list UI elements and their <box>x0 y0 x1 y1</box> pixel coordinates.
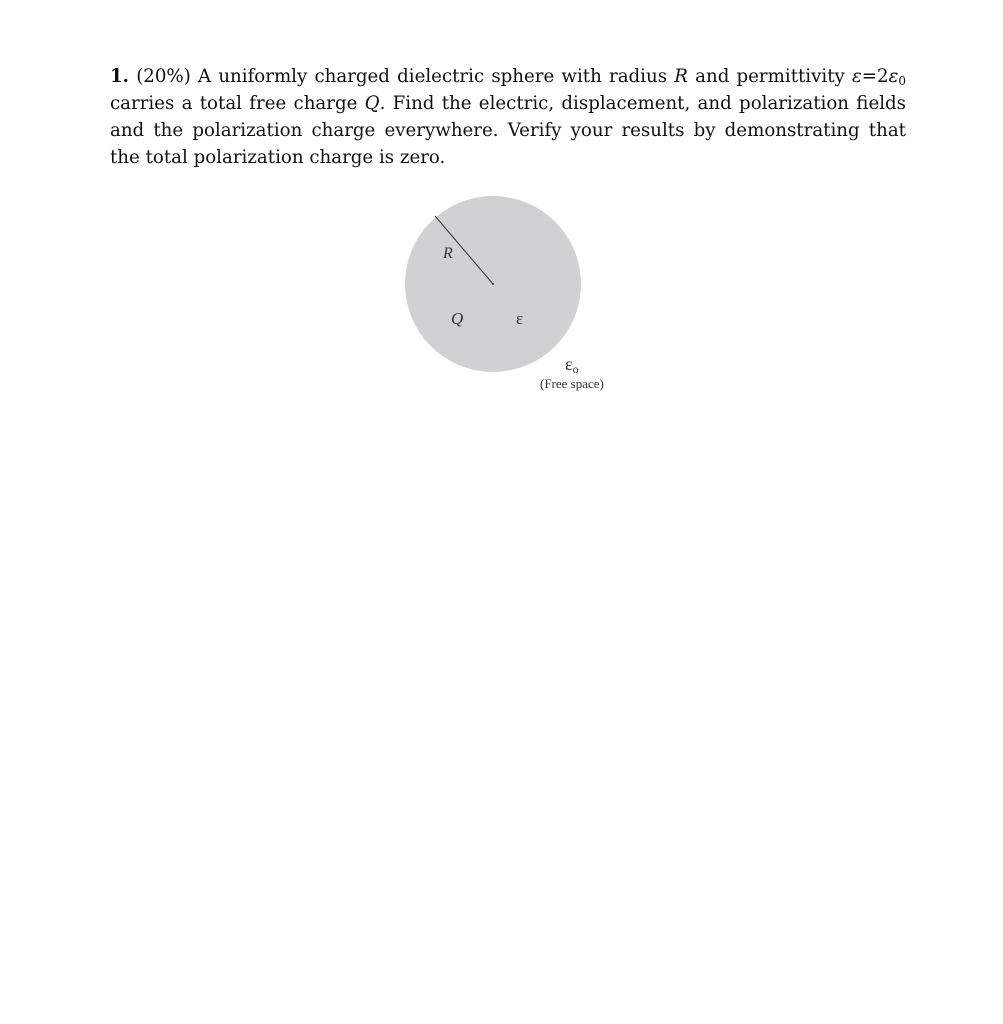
problem-statement <box>110 63 906 171</box>
permittivity-subscript: 0 <box>898 74 906 88</box>
problem-weight: (20%) <box>136 66 191 87</box>
permittivity-eps0: ε <box>888 66 899 87</box>
problem-number: 1. <box>110 66 129 87</box>
permittivity-symbol: ε <box>851 66 862 87</box>
sphere-figure <box>395 190 635 400</box>
problem-text-2: and permittivity <box>687 66 852 87</box>
var-charge: Q <box>364 93 380 114</box>
charge-label: Q <box>451 309 464 328</box>
problem-text-4: . Find the electric, displacement, and polarization fields and the polarization charge everywhere. Verify your results by demonstrating that the total polarization charge is zero. <box>110 93 906 168</box>
problem-text-3: carries a total free charge <box>110 93 365 114</box>
permittivity-equals: =2 <box>861 66 889 87</box>
free-space-permittivity-label <box>565 354 579 376</box>
eps0-main: ε <box>565 354 573 374</box>
sphere-diagram <box>395 190 635 400</box>
permittivity-label: ε <box>516 309 524 328</box>
problem-text-1: A uniformly charged dielectric sphere with radius <box>198 66 675 87</box>
radius-label: R <box>443 245 453 262</box>
eps0-subscript: o <box>572 362 579 376</box>
center-point <box>492 283 494 285</box>
var-radius: R <box>674 66 688 87</box>
free-space-label: (Free space) <box>540 376 604 391</box>
